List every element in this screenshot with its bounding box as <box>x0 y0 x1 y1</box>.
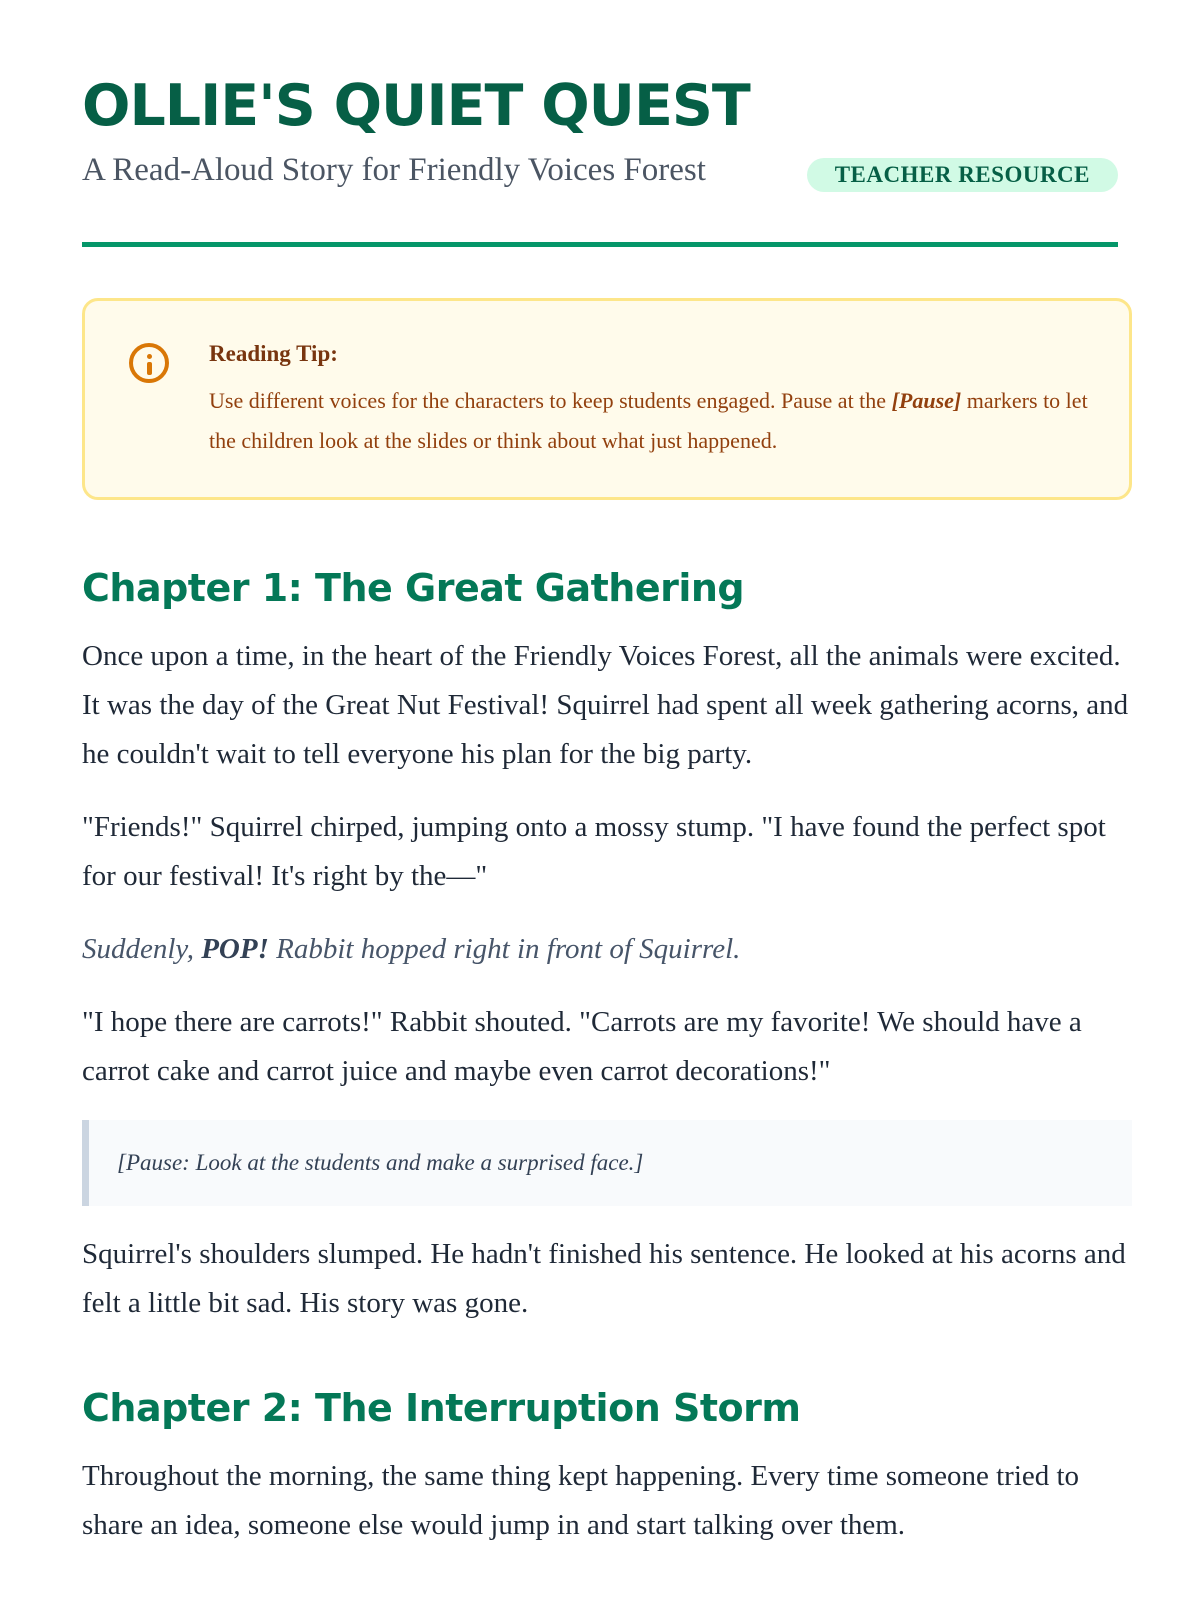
chapter-1-paragraph-2: "Friends!" Squirrel chirped, jumping onto a mossy stump. "I have found the perfect spot for our festival! It's right by the—" <box>82 810 1106 892</box>
chapter-1-paragraph-4: "I hope there are carrots!" Rabbit shouted. "Carrots are my favorite! We should have a carrot cake and carrot juice and maybe even carrot decorations!" <box>82 1005 1082 1087</box>
chapter-1-paragraph-3: Suddenly, POP! Rabbit hopped right in front of Squirrel. <box>82 932 741 965</box>
chapter-1-paragraph-1: Once upon a time, in the heart of the Friendly Voices Forest, all the animals were excited. It was the day of the Great Nut Festival! Squirrel had spent all week gathering acorns, and he couldn't wait to tell everyone his plan for the big party. <box>82 639 1129 770</box>
chapter-2-heading: Chapter 2: The Interruption Storm <box>82 1385 801 1430</box>
pop-emphasis: POP! <box>201 932 269 965</box>
story-content <box>82 568 1132 1550</box>
pause-note: [Pause: Look at the students and make a surprised face.] <box>82 1120 1132 1206</box>
reading-tip-box <box>82 298 1132 500</box>
info-icon <box>129 343 169 383</box>
page-title: OLLIE'S QUIET QUEST <box>82 73 750 139</box>
chapter-1-paragraph-5: Squirrel's shoulders slumped. He hadn't finished his sentence. He looked at his acorns and felt a little bit sad. His story was gone. <box>82 1237 1126 1319</box>
header <box>82 0 1118 247</box>
pause-emphasis: [Pause] <box>891 388 962 413</box>
page-subtitle: A Read-Aloud Story for Friendly Voices Forest <box>82 152 706 188</box>
teacher-resource-badge: TEACHER RESOURCE <box>807 158 1118 192</box>
reading-tip-title: Reading Tip: <box>209 341 338 366</box>
chapter-2-paragraph-1: Throughout the morning, the same thing kept happening. Every time someone tried to share an idea, someone else would jump in and start talking over them. <box>82 1459 1080 1541</box>
reading-tip-text: Use different voices for the characters to keep students engaged. Pause at the [Pause] markers to let the children look at the slides or think about what just happened. <box>209 388 1088 453</box>
chapter-1-heading: Chapter 1: The Great Gathering <box>82 566 745 610</box>
